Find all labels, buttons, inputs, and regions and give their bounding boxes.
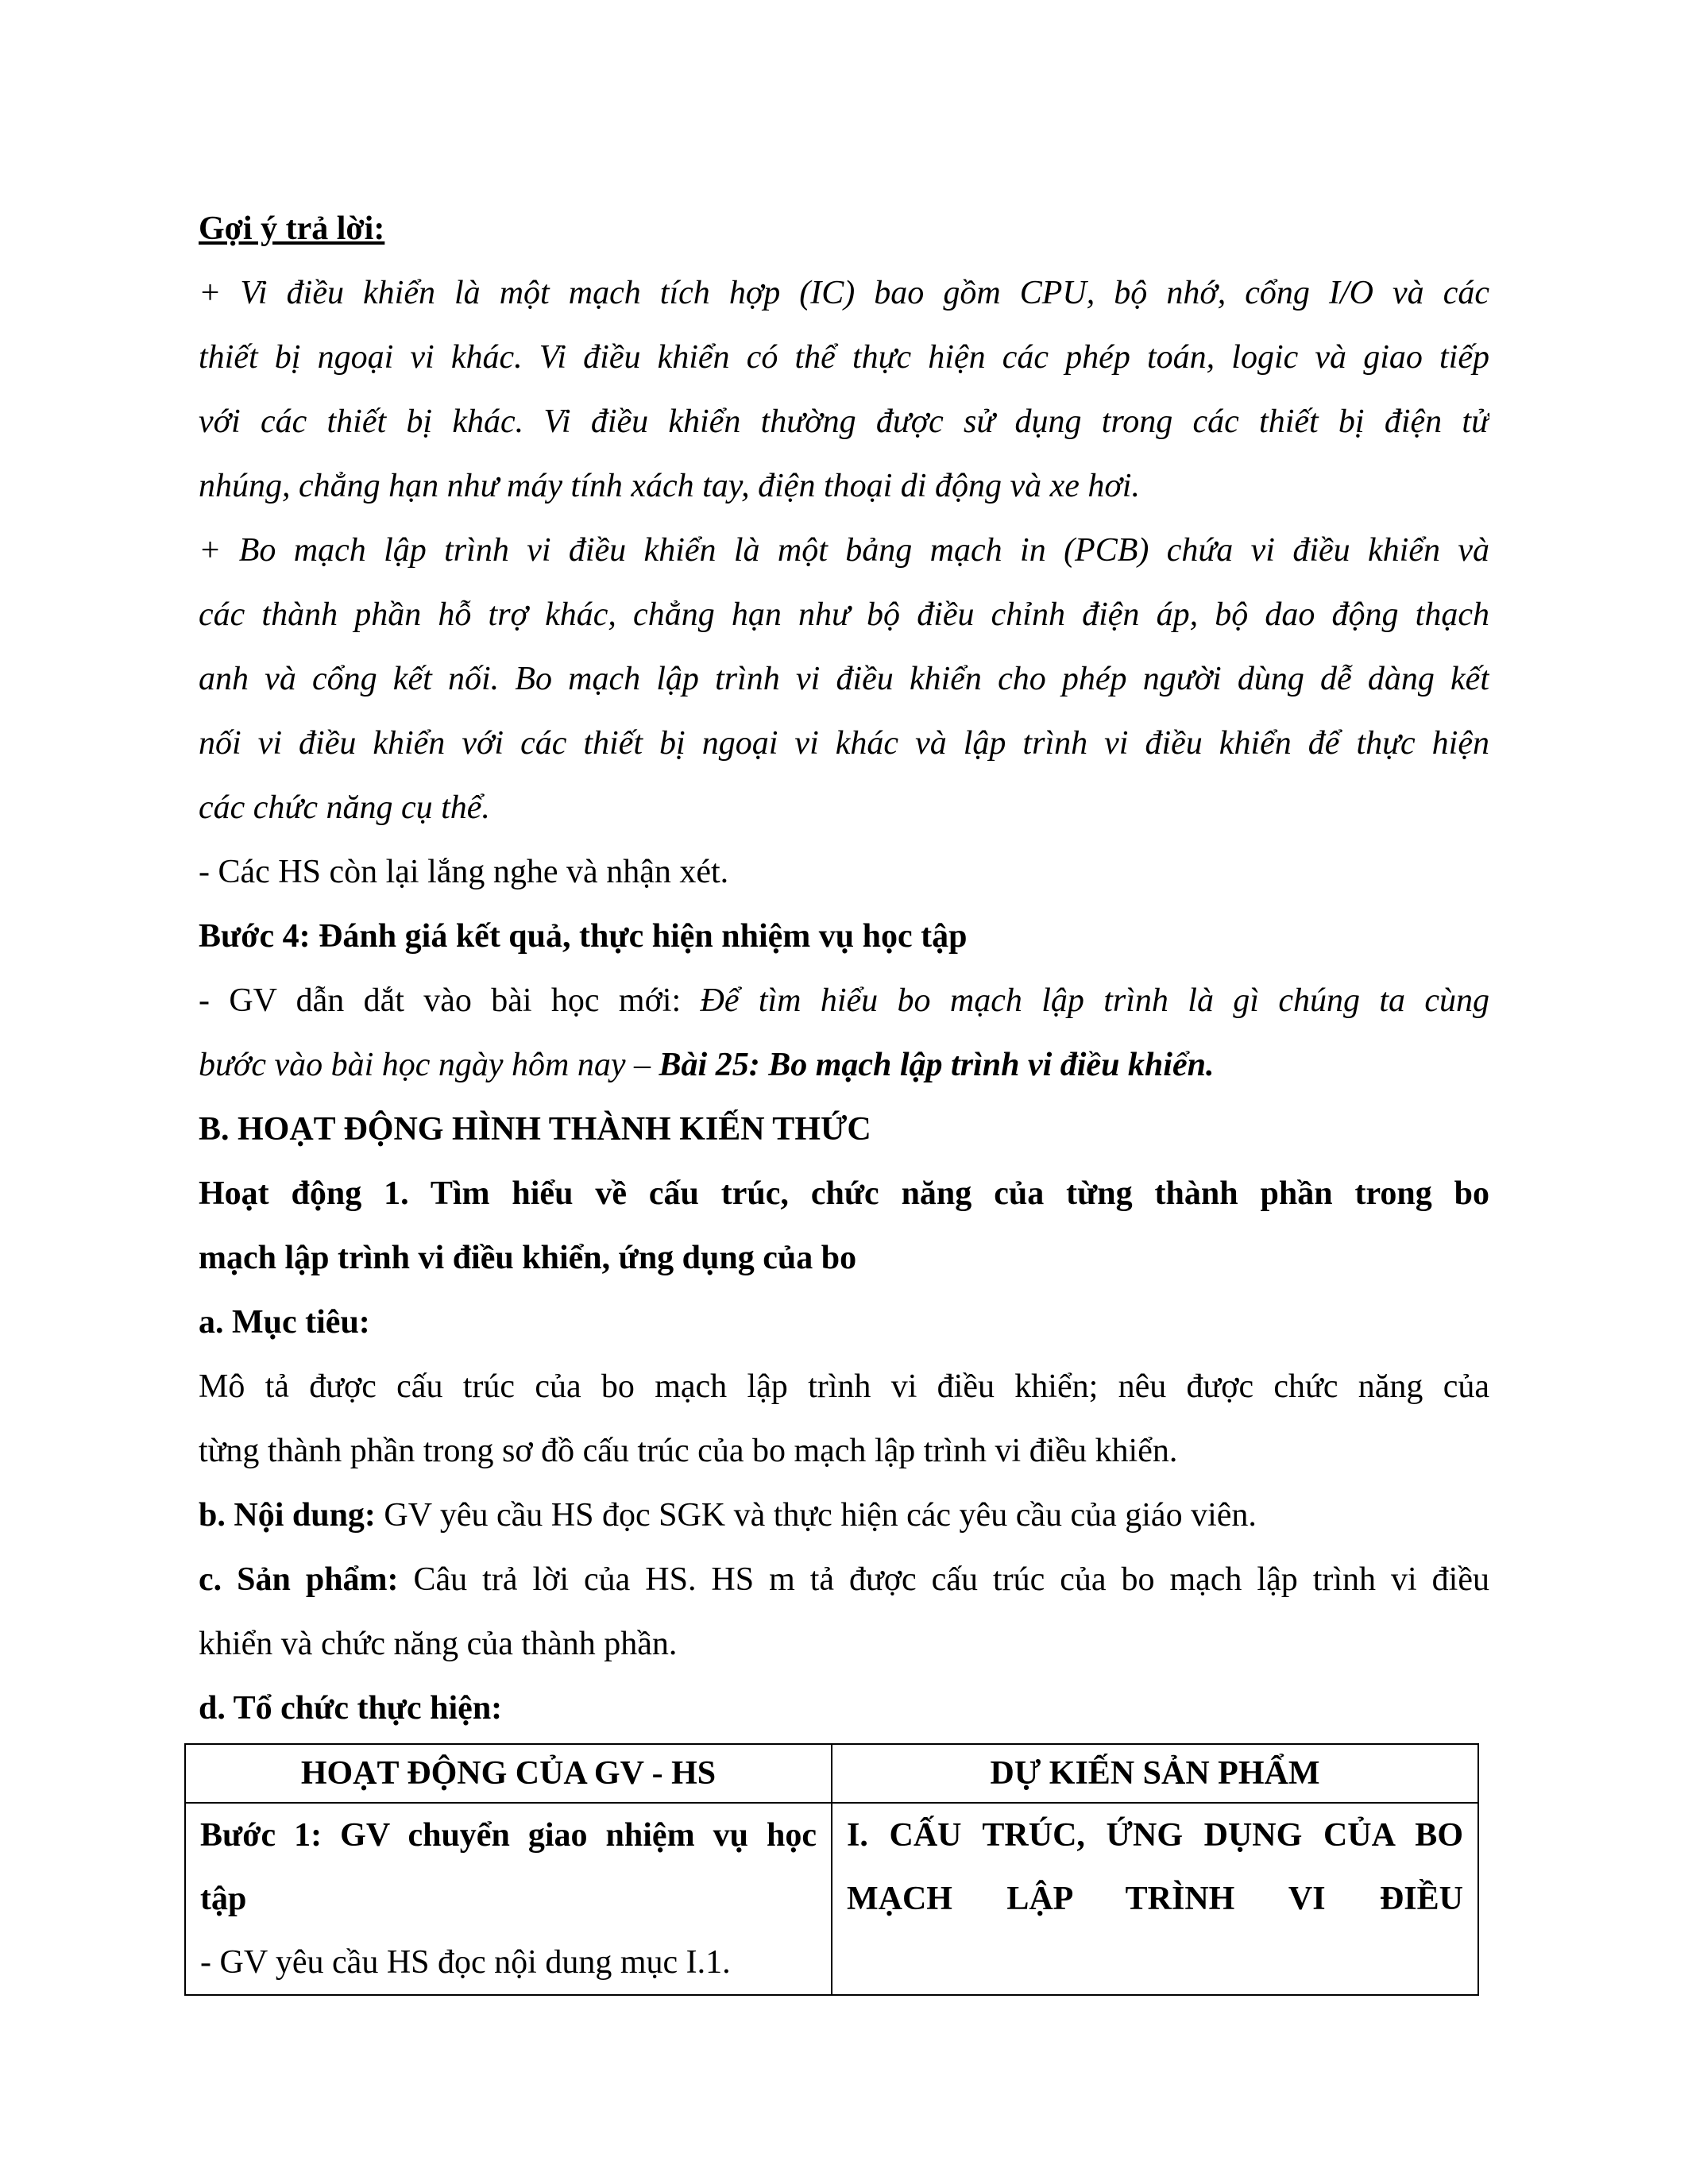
cell-line: - GV yêu cầu HS đọc nội dung mục I.1. <box>200 1944 731 1981</box>
activity1-heading-line: Hoạt động 1. Tìm hiểu về cấu trúc, chức năng của từng thành phần trong bo <box>199 1175 1489 1212</box>
paragraph-line: + Vi điều khiển là một mạch tích hợp (IC) bao gồm CPU, bộ nhớ, cổng I/O và các <box>199 275 1489 311</box>
goal-label: a. Mục tiêu: <box>199 1304 370 1341</box>
cell-line: Bước 1: GV chuyển giao nhiệm vụ học <box>200 1817 817 1854</box>
org-label: d. Tổ chức thực hiện: <box>199 1690 503 1727</box>
step4-heading: Bước 4: Đánh giá kết quả, thực hiện nhiệm vụ học tập <box>199 918 968 955</box>
paragraph-line: các thành phần hỗ trợ khác, chẳng hạn như bộ điều chỉnh điện áp, bộ dao động thạch <box>199 596 1489 633</box>
paragraph-line: các chức năng cụ thể. <box>199 789 490 826</box>
cell-line: I. CẤU TRÚC, ỨNG DỤNG CỦA BO <box>847 1817 1463 1854</box>
paragraph-line: nối vi điều khiển với các thiết bị ngoại vi khác và lập trình vi điều khiển để thực hiện <box>199 725 1489 762</box>
goal-text-line: Mô tả được cấu trúc của bo mạch lập trình vi điều khiển; nêu được chức năng của <box>199 1368 1489 1405</box>
paragraph-line: nhúng, chẳng hạn như máy tính xách tay, điện thoại di động và xe hơi. <box>199 468 1140 504</box>
cell-line: MẠCH LẬP TRÌNH VI ĐIỀU <box>847 1881 1463 1917</box>
paragraph-line: anh và cổng kết nối. Bo mạch lập trình vi điều khiển cho phép người dùng dễ dàng kết <box>199 661 1489 697</box>
intro-line-2: bước vào bài học ngày hôm nay – Bài 25: Bo mạch lập trình vi điều khiển. <box>199 1047 1215 1083</box>
table-header-row <box>185 1744 1478 1803</box>
goal-text-line: từng thành phần trong sơ đồ cấu trúc của bo mạch lập trình vi điều khiển. <box>199 1433 1178 1469</box>
document-body <box>199 197 1489 1741</box>
hint-heading: Gợi ý trả lời: <box>199 210 385 247</box>
paragraph-line: + Bo mạch lập trình vi điều khiển là một bảng mạch in (PCB) chứa vi điều khiển và <box>199 532 1489 569</box>
table-cell-activity <box>185 1803 832 1995</box>
table-row <box>185 1803 1478 1995</box>
product-line-2: khiển và chức năng của thành phần. <box>199 1626 678 1662</box>
table-cell-product <box>832 1803 1478 1995</box>
activity1-heading-line: mạch lập trình vi điều khiển, ứng dụng của bo <box>199 1240 857 1276</box>
cell-line: tập <box>200 1881 247 1917</box>
paragraph-line: với các thiết bị khác. Vi điều khiển thường được sử dụng trong các thiết bị điện tử <box>199 403 1489 440</box>
listen-line: - Các HS còn lại lắng nghe và nhận xét. <box>199 854 729 890</box>
paragraph-line: thiết bị ngoại vi khác. Vi điều khiển có thể thực hiện các phép toán, logic và giao tiếp <box>199 339 1489 376</box>
content-line: b. Nội dung: GV yêu cầu HS đọc SGK và thực hiện các yêu cầu của giáo viên. <box>199 1497 1257 1534</box>
activity-table <box>184 1743 1479 1996</box>
table-header-cell: HOẠT ĐỘNG CỦA GV - HS <box>185 1744 832 1803</box>
section-b-heading: B. HOẠT ĐỘNG HÌNH THÀNH KIẾN THỨC <box>199 1111 871 1148</box>
product-line-1: c. Sản phẩm: Câu trả lời của HS. HS m tả được cấu trúc của bo mạch lập trình vi điều <box>199 1561 1489 1598</box>
intro-line-1: - GV dẫn dắt vào bài học mới: Để tìm hiểu bo mạch lập trình là gì chúng ta cùng <box>199 982 1489 1019</box>
table-header-cell: DỰ KIẾN SẢN PHẨM <box>832 1744 1478 1803</box>
